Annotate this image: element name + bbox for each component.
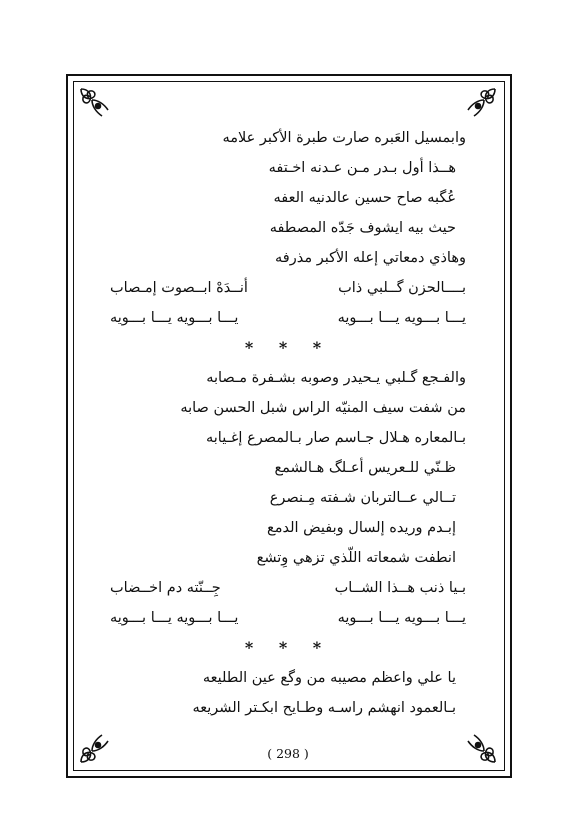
- poem-line-split: [110, 303, 466, 333]
- poem-line-split: [110, 273, 466, 303]
- poem-line: وابمسيل العَبره صارت طبرة الأكبر علامه: [222, 130, 466, 146]
- stars-separator: * * *: [244, 638, 332, 657]
- poem-line: والفـجع گـلبي يـحيدر وصوبه بشـفرة مـصابه: [206, 370, 466, 386]
- poem-line: إبـدم وريده إلسال وبفيض الدمع: [267, 520, 456, 536]
- hemistich: يـــا بـــويه يـــا بـــويه: [337, 610, 466, 626]
- corner-ornament-icon: [464, 86, 498, 120]
- hemistich: يـــا بـــويه يـــا بـــويه: [110, 310, 239, 326]
- poem-line: انطفت شمعاته اللّذي تزهي وِتشع: [256, 550, 456, 566]
- hemistich: بــــالحزن گــلبي ذاب: [338, 280, 466, 296]
- hemistich: يـــا بـــويه يـــا بـــويه: [337, 310, 466, 326]
- poem-line: من شفت سيف المنيّه الراس شبل الحسن صابه: [180, 400, 466, 416]
- stars-separator: * * *: [244, 338, 332, 357]
- poem-line: يا علي واعظم مصيبه من وگع عين الطليعه: [202, 670, 456, 686]
- hemistich: جِــنّته دم اخــضاب: [110, 580, 221, 596]
- poem-line-split: [110, 603, 466, 633]
- poem-line-split: [110, 573, 466, 603]
- poem-line: بـالعمود انهشم راسـه وطـايح ابكـتر الشريعه: [192, 700, 456, 716]
- hemistich: بـيا ذنب هــذا الشــاب: [334, 580, 466, 596]
- poem-line: تــالي عــالتربان شـفته مِـنصرع: [269, 490, 456, 506]
- hemistich: يـــا بـــويه يـــا بـــويه: [110, 610, 239, 626]
- hemistich: أنــدَهْ ابــصوت إمـصاب: [110, 280, 248, 296]
- poem-line: حيث بيه ايشوف جَدّه المصطفه: [269, 220, 456, 236]
- poem-line: ظـنّي للـعريس أعـلگ هـالشمع: [274, 460, 456, 476]
- page-number: ( 298 ): [267, 746, 309, 761]
- poem-line: عُگبه صاح حسين عالدنيه العفه: [273, 190, 456, 206]
- poem-line: هــذا أول بـدر مـن عـدنه اخـتفه: [268, 160, 456, 176]
- poem-line: بـالمعاره هـلال جـاسم صار بـالمصرع إغـيابه: [206, 430, 466, 446]
- poem-line: وهاذي دمعاتي إعله الأكبر مذرفه: [275, 250, 466, 266]
- corner-ornament-icon: [78, 86, 112, 120]
- poem-body: [110, 123, 466, 723]
